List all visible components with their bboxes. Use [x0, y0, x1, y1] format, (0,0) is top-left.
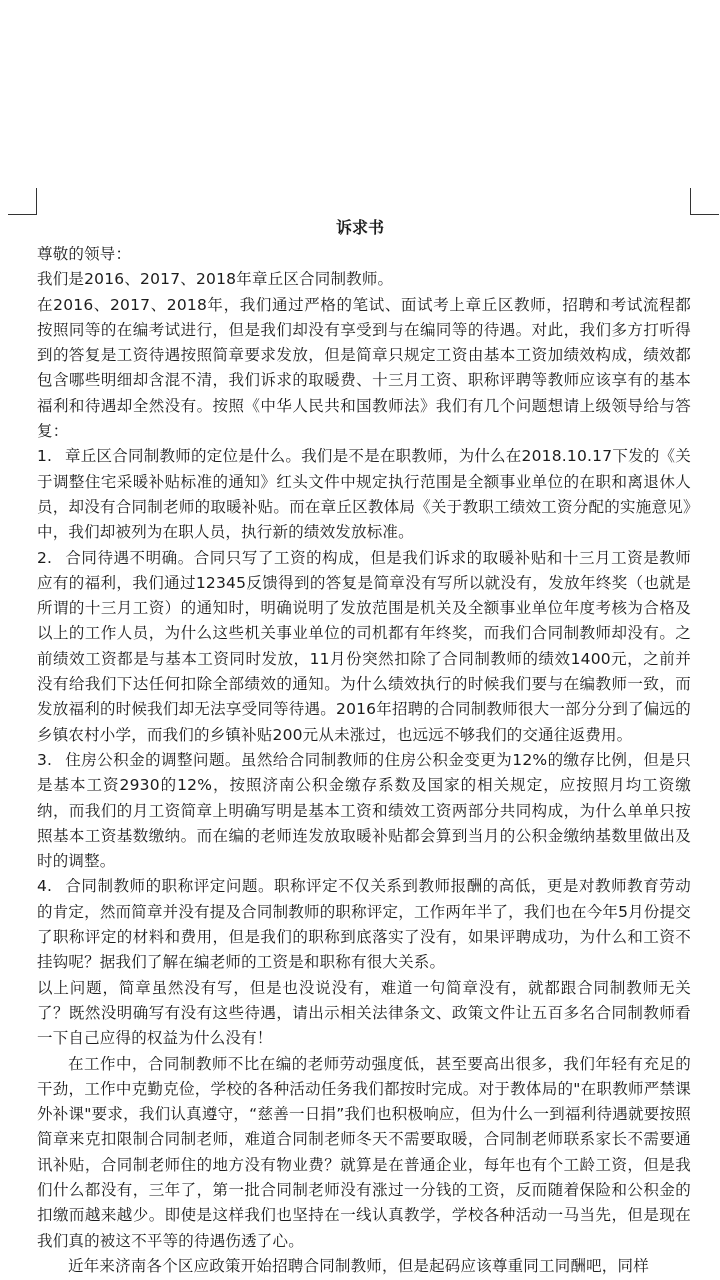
conclusion-paragraph: 以上问题，简章虽然没有写，但是也没说没有，难道一句简章没有，就都跟合同制教师无关了？既然没明确写有没有这些待遇，请出示相关法律条文、政策文件让五百多名合同制教师看一下自己应得的权益为什么没有！	[37, 978, 691, 1048]
work-paragraph: 在工作中，合同制教师不比在编的老师劳动强度低，甚至要高出很多，我们年轻有充足的干劲，工作中克勤克俭，学校的各种活动任务我们都按时完成。对于教体局的"在职教师严禁课外补课"要求，我们认真遵守，“慈善一日捐”我们也积极响应，但为什么一到福利待遇就要按照简章来克扣限制合同制老师，难道合同制老师冬天不需要取暖，合同制老师联系家长不需要通讯补贴，合同制老师住的地方没有物业费？就算是在普通企业，每年也有个工龄工资，但是我们什么都没有，三年了，第一批合同制老师没有涨过一分钱的工资，反而随着保险和公积金的扣缴而越来越少。即使是这样我们也坚持在一线认真教学，学校各种活动一马当先，但是现在我们真的被这不平等的待遇伤透了心。	[37, 1054, 691, 1250]
cut-off-paragraph: 近年来济南各个区应政策开始招聘合同制教师，但是起码应该尊重同工同酬吧，同样	[68, 1256, 649, 1275]
document-title: 诉求书	[335, 218, 384, 237]
issue-item	[37, 748, 691, 874]
issue-number: 2.	[37, 548, 53, 567]
crop-mark-top-right	[690, 188, 719, 215]
issue-number: 1.	[37, 447, 53, 466]
salutation: 尊敬的领导：	[37, 245, 132, 263]
crop-mark-top-left	[8, 188, 37, 215]
issue-text: 住房公积金的调整问题。虽然给合同制教师的住房公积金变更为12%的缴存比例，但是只是基本工资2930的12%，按照济南公积金缴存系数及国家的相关规定，应按照月均工资缴纳，而我们的月工资简章上明确写明是基本工资和绩效工资两部分共同构成，为什么单单只按照基本工资基数缴纳。而在编的老师连发放取暖补贴都会算到当月的公积金缴纳基数里做出及时的调整。	[37, 750, 691, 871]
background-paragraph: 在2016、2017、2018年，我们通过严格的笔试、面试考上章丘区教师，招聘和考试流程都按照同等的在编考试进行，但是我们却没有享受到与在编同等的待遇。对此，我们多方打听得到的答复是工资待遇按照简章要求发放，但是简章只规定工资由基本工资加绩效构成，绩效都包含哪些明细却含混不清，我们诉求的取暖费、十三月工资、职称评聘等教师应该享有的基本福利和待遇却全然没有。按照《中华人民共和国教师法》我们有几个问题想请上级领导给与答复：	[37, 295, 691, 441]
issue-item	[37, 546, 691, 748]
issue-number: 3.	[37, 750, 53, 769]
issue-text: 章丘区合同制教师的定位是什么。我们是不是在职教师，为什么在2018.10.17下发的《关于调整住宅采暖补贴标准的通知》红头文件中规定执行范围是全额事业单位的在职和离退休人员，却没有合同制老师的取暖补贴。而在章丘区教体局《关于教职工绩效工资分配的实施意见》中，我们却被列为在职人员，执行新的绩效发放标准。	[37, 447, 691, 542]
intro-paragraph: 我们是2016、2017、2018年章丘区合同制教师。	[37, 270, 394, 289]
issue-number: 4.	[37, 877, 53, 896]
issue-text: 合同制教师的职称评定问题。职称评定不仅关系到教师报酬的高低，更是对教师教育劳动的肯定，然而简章并没有提及合同制教师的职称评定，工作两年半了，我们也在今年5月份提交了职称评定的材料和费用，但是我们的职称到底落实了没有，如果评聘成功，为什么和工资不挂钩呢？据我们了解在编老师的工资是和职称有很大关系。	[37, 877, 691, 972]
issue-item	[37, 444, 691, 545]
issue-text: 合同待遇不明确。合同只写了工资的构成，但是我们诉求的取暖补贴和十三月工资是教师应有的福利，我们通过12345反馈得到的答复是简章没有写所以就没有，发放年终奖（也就是所谓的十三月工资）的通知时，明确说明了发放范围是机关及全额事业单位年度考核为合格及以上的工作人员，为什么这些机关事业单位的司机都有年终奖，而我们合同制教师却没有。之前绩效工资都是与基本工资同时发放，11月份突然扣除了合同制教师的绩效1400元，之前并没有给我们下达任何扣除全部绩效的通知。为什么绩效执行的时候我们要与在编教师一致，而发放福利的时候我们却无法享受同等待遇。2016年招聘的合同制教师很大一部分分到了偏远的乡镇农村小学，而我们的乡镇补贴200元从未涨过，也远远不够我们的交通往返费用。	[37, 548, 691, 744]
document-body	[37, 242, 691, 1279]
issue-item	[37, 874, 691, 975]
